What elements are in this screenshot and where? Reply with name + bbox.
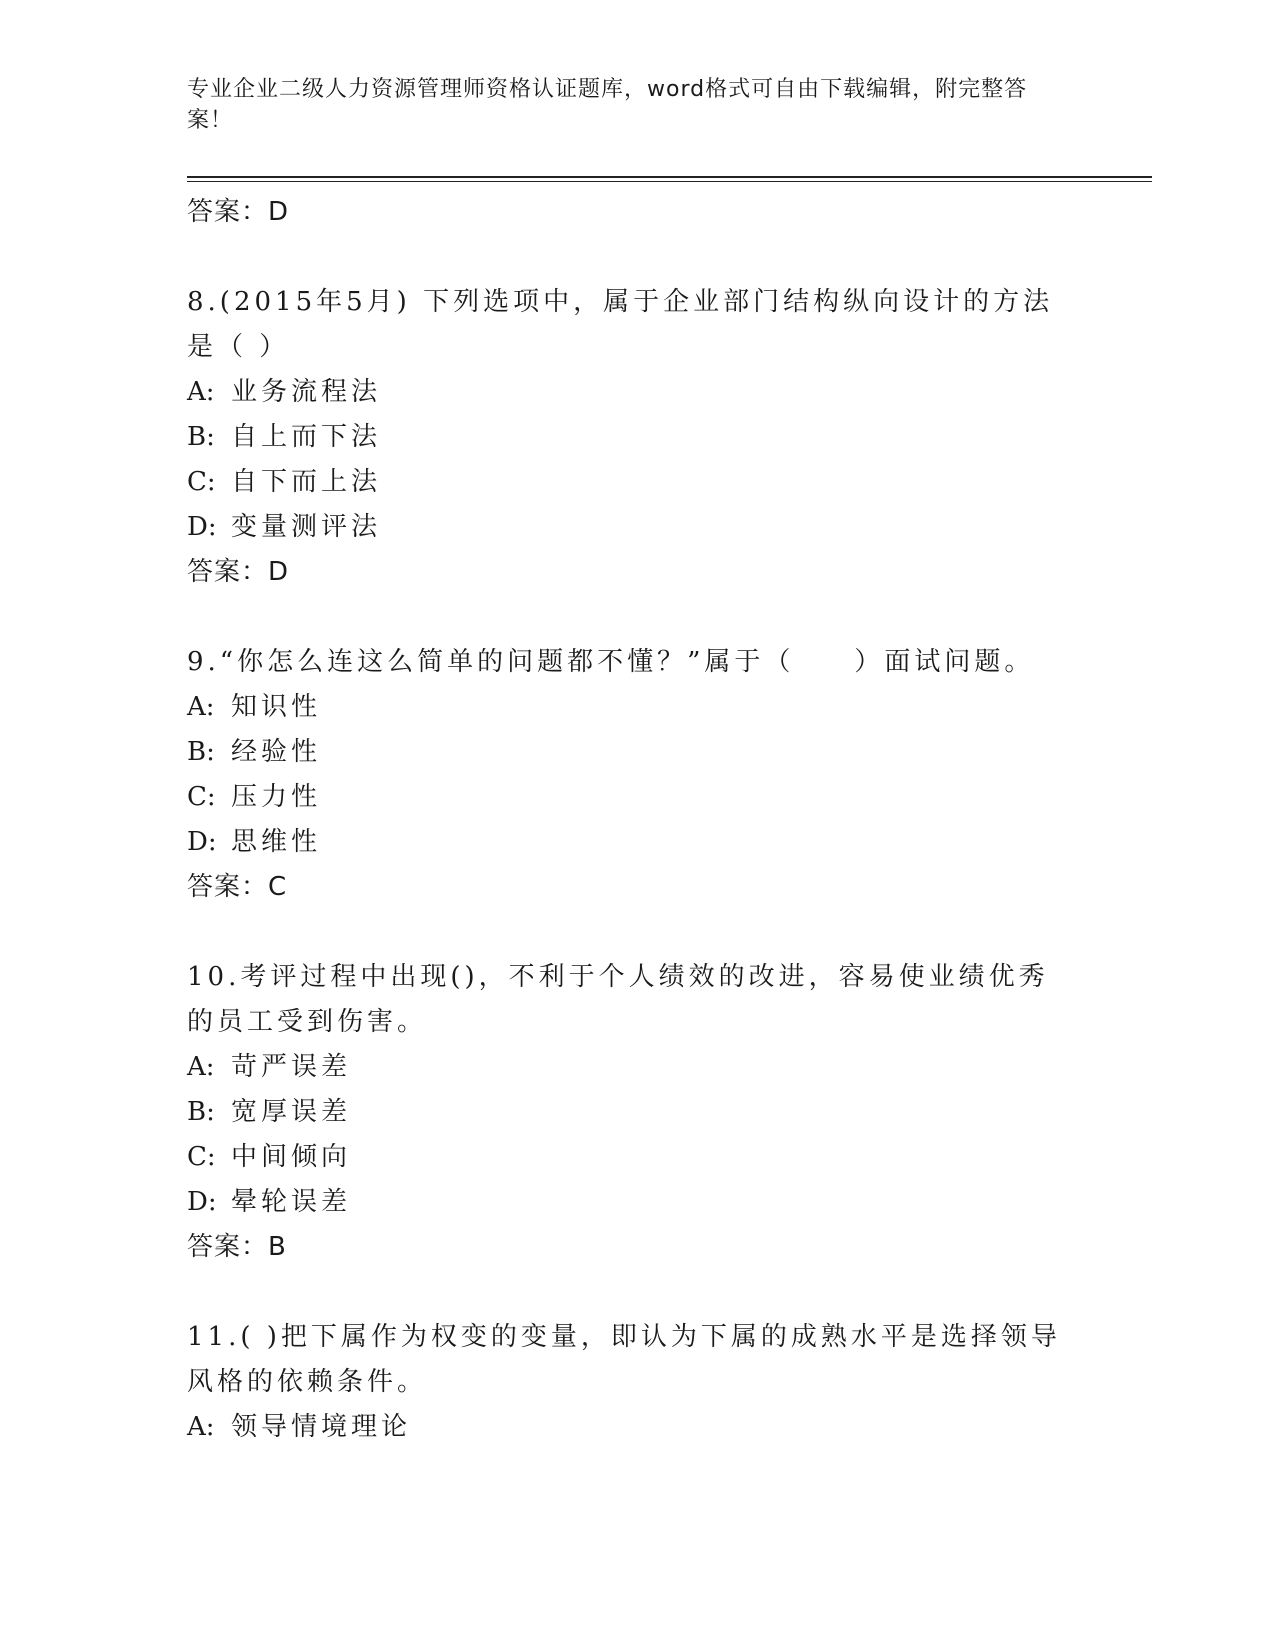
- question-list: [187, 190, 1077, 1450]
- header-divider-thin: [187, 181, 1152, 182]
- option-letter: B:: [187, 737, 215, 767]
- option-text: 经验性: [231, 737, 322, 767]
- option: [187, 1090, 1077, 1135]
- option: [187, 685, 1077, 730]
- option-text: 思维性: [231, 827, 322, 857]
- option-letter: D:: [187, 827, 217, 857]
- question-stem: 10.考评过程中出现()，不利于个人绩效的改进，容易使业绩优秀的员工受到伤害。: [187, 962, 1049, 1037]
- option-letter: B:: [187, 422, 215, 452]
- option: [187, 370, 1077, 415]
- option: [187, 460, 1077, 505]
- question-item: [187, 280, 1077, 595]
- option-letter: A:: [187, 1052, 215, 1082]
- option-text: 宽厚误差: [231, 1097, 352, 1127]
- question-item: [187, 1315, 1077, 1450]
- option: [187, 1135, 1077, 1180]
- question-stem: 9.“你怎么连这么简单的问题都不懂？”属于（ ）面试问题。: [187, 647, 1035, 677]
- option: [187, 775, 1077, 820]
- option-letter: A:: [187, 692, 215, 722]
- option-text: 知识性: [231, 692, 322, 722]
- option-letter: B:: [187, 1097, 215, 1127]
- option-letter: D:: [187, 1187, 217, 1217]
- option: [187, 1045, 1077, 1090]
- answer-line: 答案：D: [187, 557, 290, 587]
- option: [187, 730, 1077, 775]
- option-letter: C:: [187, 782, 216, 812]
- option-text: 自上而下法: [231, 422, 382, 452]
- option-letter: A:: [187, 377, 215, 407]
- option-letter: A:: [187, 1412, 215, 1442]
- question-stem: 8.(2015年5月) 下列选项中，属于企业部门结构纵向设计的方法是（ ）: [187, 287, 1054, 362]
- question-stem: 11.( )把下属作为权变的变量，即认为下属的成熟水平是选择领导风格的依赖条件。: [187, 1322, 1061, 1397]
- answer-line: 答案：C: [187, 872, 288, 902]
- question-item: [187, 640, 1077, 910]
- option-letter: C:: [187, 1142, 216, 1172]
- answer-line: 答案：B: [187, 1232, 287, 1262]
- option: [187, 1405, 1077, 1450]
- option-text: 自下而上法: [231, 467, 382, 497]
- option: [187, 415, 1077, 460]
- option: [187, 820, 1077, 865]
- option-text: 变量测评法: [231, 512, 382, 542]
- option-letter: C:: [187, 467, 216, 497]
- option-text: 苛严误差: [231, 1052, 352, 1082]
- option-text: 业务流程法: [231, 377, 382, 407]
- option-text: 领导情境理论: [231, 1412, 412, 1442]
- document-header: 专业企业二级人力资源管理师资格认证题库，word格式可自由下载编辑，附完整答案！: [187, 77, 1028, 133]
- option: [187, 505, 1077, 550]
- option-letter: D:: [187, 512, 217, 542]
- answer-line: 答案：D: [187, 197, 290, 227]
- option-text: 晕轮误差: [231, 1187, 352, 1217]
- option-text: 中间倾向: [231, 1142, 352, 1172]
- question-item: [187, 955, 1077, 1270]
- header-divider: [187, 176, 1152, 178]
- option-text: 压力性: [231, 782, 322, 812]
- option: [187, 1180, 1077, 1225]
